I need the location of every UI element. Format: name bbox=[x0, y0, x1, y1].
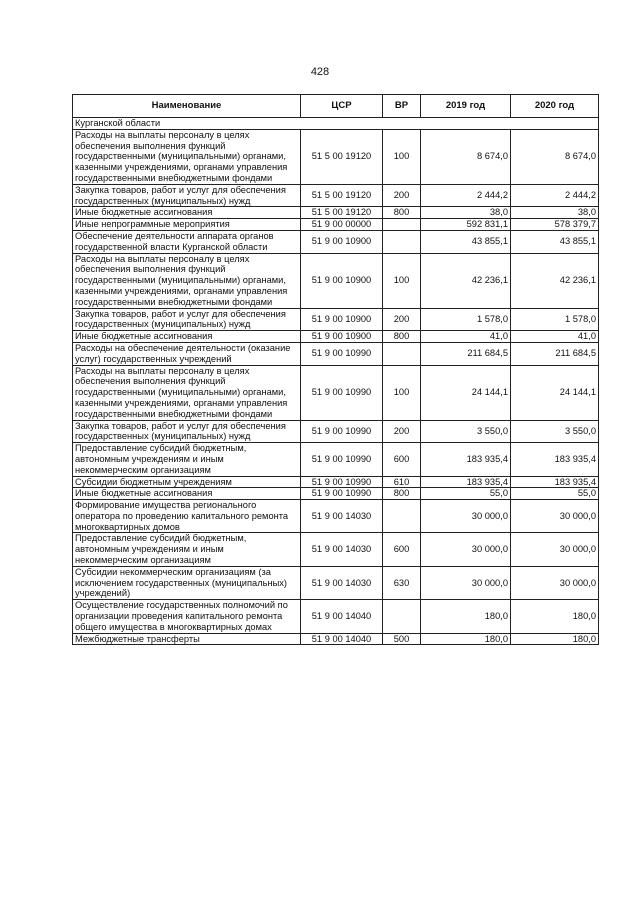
page-number: 428 bbox=[310, 66, 330, 78]
table-row bbox=[73, 331, 599, 343]
cell-vr bbox=[383, 500, 421, 533]
table-row bbox=[73, 342, 599, 365]
cell-2019: 183 935,4 bbox=[421, 443, 511, 476]
cell-2019: 180,0 bbox=[421, 600, 511, 633]
cell-2020: 8 674,0 bbox=[511, 129, 599, 184]
cell-name: Расходы на обеспечение деятельности (оказание услуг) государственных учреждений bbox=[73, 342, 301, 365]
cell-2019: 38,0 bbox=[421, 207, 511, 219]
cell-name: Закупка товаров, работ и услуг для обеспечения государственных (муниципальных) нужд bbox=[73, 420, 301, 443]
cell-2020: 24 144,1 bbox=[511, 365, 599, 420]
cell-2019: 30 000,0 bbox=[421, 533, 511, 566]
cell-2019: 42 236,1 bbox=[421, 253, 511, 308]
cell-2019: 3 550,0 bbox=[421, 420, 511, 443]
cell-2020: 183 935,4 bbox=[511, 476, 599, 488]
cell-2020: 43 855,1 bbox=[511, 230, 599, 253]
table-row bbox=[73, 308, 599, 331]
cell-vr: 630 bbox=[383, 566, 421, 599]
cell-2019: 24 144,1 bbox=[421, 365, 511, 420]
cell-name: Расходы на выплаты персоналу в целях обеспечения выполнения функций государственными (муниципальными) органами, казенными учреждениями, органами управления государственными внебюджетными фондами bbox=[73, 365, 301, 420]
cell-vr: 200 bbox=[383, 184, 421, 207]
header-csr: ЦСР bbox=[301, 95, 383, 118]
cell-vr bbox=[383, 342, 421, 365]
cell-csr: 51 9 00 14040 bbox=[301, 600, 383, 633]
cell-name: Осуществление государственных полномочий по организации проведения капитального ремонта общего имущества в многоквартирных домах bbox=[73, 600, 301, 633]
cell-2020: 30 000,0 bbox=[511, 500, 599, 533]
cell-csr: 51 9 00 10900 bbox=[301, 230, 383, 253]
cell-vr: 610 bbox=[383, 476, 421, 488]
continuation-text: Курганской области bbox=[73, 118, 599, 130]
cell-vr: 100 bbox=[383, 129, 421, 184]
cell-vr: 200 bbox=[383, 308, 421, 331]
cell-2020: 2 444,2 bbox=[511, 184, 599, 207]
cell-name: Иные бюджетные ассигнования bbox=[73, 331, 301, 343]
cell-vr: 800 bbox=[383, 488, 421, 500]
table-row bbox=[73, 533, 599, 566]
cell-2019: 592 831,1 bbox=[421, 219, 511, 231]
cell-2019: 41,0 bbox=[421, 331, 511, 343]
cell-name: Иные непрограммные мероприятия bbox=[73, 219, 301, 231]
header-2019: 2019 год bbox=[421, 95, 511, 118]
cell-2020: 3 550,0 bbox=[511, 420, 599, 443]
cell-vr bbox=[383, 230, 421, 253]
cell-name: Субсидии некоммерческим организациям (за исключением государственных (муниципальных) учреждений) bbox=[73, 566, 301, 599]
cell-csr: 51 9 00 10990 bbox=[301, 420, 383, 443]
table-row bbox=[73, 476, 599, 488]
cell-name: Иные бюджетные ассигнования bbox=[73, 488, 301, 500]
cell-vr: 100 bbox=[383, 253, 421, 308]
cell-csr: 51 5 00 19120 bbox=[301, 184, 383, 207]
cell-name: Расходы на выплаты персоналу в целях обеспечения выполнения функций государственными (муниципальными) органами, казенными учреждениями, органами управления государственными внебюджетными фондами bbox=[73, 253, 301, 308]
cell-2020: 1 578,0 bbox=[511, 308, 599, 331]
table-row bbox=[73, 184, 599, 207]
cell-csr: 51 9 00 14040 bbox=[301, 633, 383, 645]
cell-2019: 1 578,0 bbox=[421, 308, 511, 331]
cell-name: Предоставление субсидий бюджетным, автономным учреждениям и иным некоммерческим организациям bbox=[73, 443, 301, 476]
cell-2019: 183 935,4 bbox=[421, 476, 511, 488]
table-row bbox=[73, 443, 599, 476]
cell-2019: 30 000,0 bbox=[421, 500, 511, 533]
cell-csr: 51 9 00 14030 bbox=[301, 533, 383, 566]
cell-name: Субсидии бюджетным учреждениям bbox=[73, 476, 301, 488]
cell-2020: 41,0 bbox=[511, 331, 599, 343]
cell-csr: 51 9 00 10990 bbox=[301, 443, 383, 476]
cell-2020: 180,0 bbox=[511, 633, 599, 645]
cell-csr: 51 9 00 14030 bbox=[301, 500, 383, 533]
cell-csr: 51 9 00 14030 bbox=[301, 566, 383, 599]
cell-2020: 55,0 bbox=[511, 488, 599, 500]
cell-2020: 180,0 bbox=[511, 600, 599, 633]
table-row bbox=[73, 500, 599, 533]
cell-csr: 51 9 00 10900 bbox=[301, 308, 383, 331]
cell-2020: 42 236,1 bbox=[511, 253, 599, 308]
table-row bbox=[73, 253, 599, 308]
cell-vr: 600 bbox=[383, 443, 421, 476]
cell-2020: 211 684,5 bbox=[511, 342, 599, 365]
table-row bbox=[73, 420, 599, 443]
cell-name: Иные бюджетные ассигнования bbox=[73, 207, 301, 219]
cell-vr: 100 bbox=[383, 365, 421, 420]
table-row bbox=[73, 633, 599, 645]
cell-vr bbox=[383, 600, 421, 633]
cell-2019: 2 444,2 bbox=[421, 184, 511, 207]
table-row bbox=[73, 566, 599, 599]
continuation-row bbox=[73, 118, 599, 130]
cell-2020: 578 379,7 bbox=[511, 219, 599, 231]
table-header-row bbox=[73, 95, 599, 118]
header-vr: ВР bbox=[383, 95, 421, 118]
cell-vr: 500 bbox=[383, 633, 421, 645]
table-row bbox=[73, 488, 599, 500]
header-2020: 2020 год bbox=[511, 95, 599, 118]
cell-name: Обеспечение деятельности аппарата органов государственной власти Курганской области bbox=[73, 230, 301, 253]
cell-csr: 51 9 00 00000 bbox=[301, 219, 383, 231]
cell-csr: 51 5 00 19120 bbox=[301, 129, 383, 184]
cell-name: Закупка товаров, работ и услуг для обеспечения государственных (муниципальных) нужд bbox=[73, 184, 301, 207]
header-name: Наименование bbox=[73, 95, 301, 118]
cell-name: Формирование имущества регионального оператора по проведению капитального ремонта многоквартирных домов bbox=[73, 500, 301, 533]
cell-csr: 51 9 00 10900 bbox=[301, 331, 383, 343]
cell-2020: 38,0 bbox=[511, 207, 599, 219]
budget-table bbox=[72, 94, 599, 645]
table-row bbox=[73, 600, 599, 633]
table-row bbox=[73, 129, 599, 184]
cell-vr: 600 bbox=[383, 533, 421, 566]
cell-vr: 200 bbox=[383, 420, 421, 443]
cell-name: Межбюджетные трансферты bbox=[73, 633, 301, 645]
cell-vr bbox=[383, 219, 421, 231]
cell-name: Закупка товаров, работ и услуг для обеспечения государственных (муниципальных) нужд bbox=[73, 308, 301, 331]
cell-csr: 51 9 00 10990 bbox=[301, 342, 383, 365]
cell-2020: 30 000,0 bbox=[511, 566, 599, 599]
cell-2020: 183 935,4 bbox=[511, 443, 599, 476]
cell-2019: 211 684,5 bbox=[421, 342, 511, 365]
cell-csr: 51 5 00 19120 bbox=[301, 207, 383, 219]
cell-2019: 55,0 bbox=[421, 488, 511, 500]
cell-2020: 30 000,0 bbox=[511, 533, 599, 566]
cell-csr: 51 9 00 10990 bbox=[301, 488, 383, 500]
cell-2019: 8 674,0 bbox=[421, 129, 511, 184]
table-row bbox=[73, 230, 599, 253]
table-row bbox=[73, 365, 599, 420]
table-row bbox=[73, 219, 599, 231]
cell-2019: 43 855,1 bbox=[421, 230, 511, 253]
cell-csr: 51 9 00 10990 bbox=[301, 476, 383, 488]
cell-name: Расходы на выплаты персоналу в целях обеспечения выполнения функций государственными (муниципальными) органами, казенными учреждениями, органами управления государственными внебюджетными фондами bbox=[73, 129, 301, 184]
cell-csr: 51 9 00 10900 bbox=[301, 253, 383, 308]
cell-vr: 800 bbox=[383, 207, 421, 219]
cell-2019: 180,0 bbox=[421, 633, 511, 645]
cell-csr: 51 9 00 10990 bbox=[301, 365, 383, 420]
cell-name: Предоставление субсидий бюджетным, автономным учреждениям и иным некоммерческим организациям bbox=[73, 533, 301, 566]
table-row bbox=[73, 207, 599, 219]
cell-vr: 800 bbox=[383, 331, 421, 343]
cell-2019: 30 000,0 bbox=[421, 566, 511, 599]
